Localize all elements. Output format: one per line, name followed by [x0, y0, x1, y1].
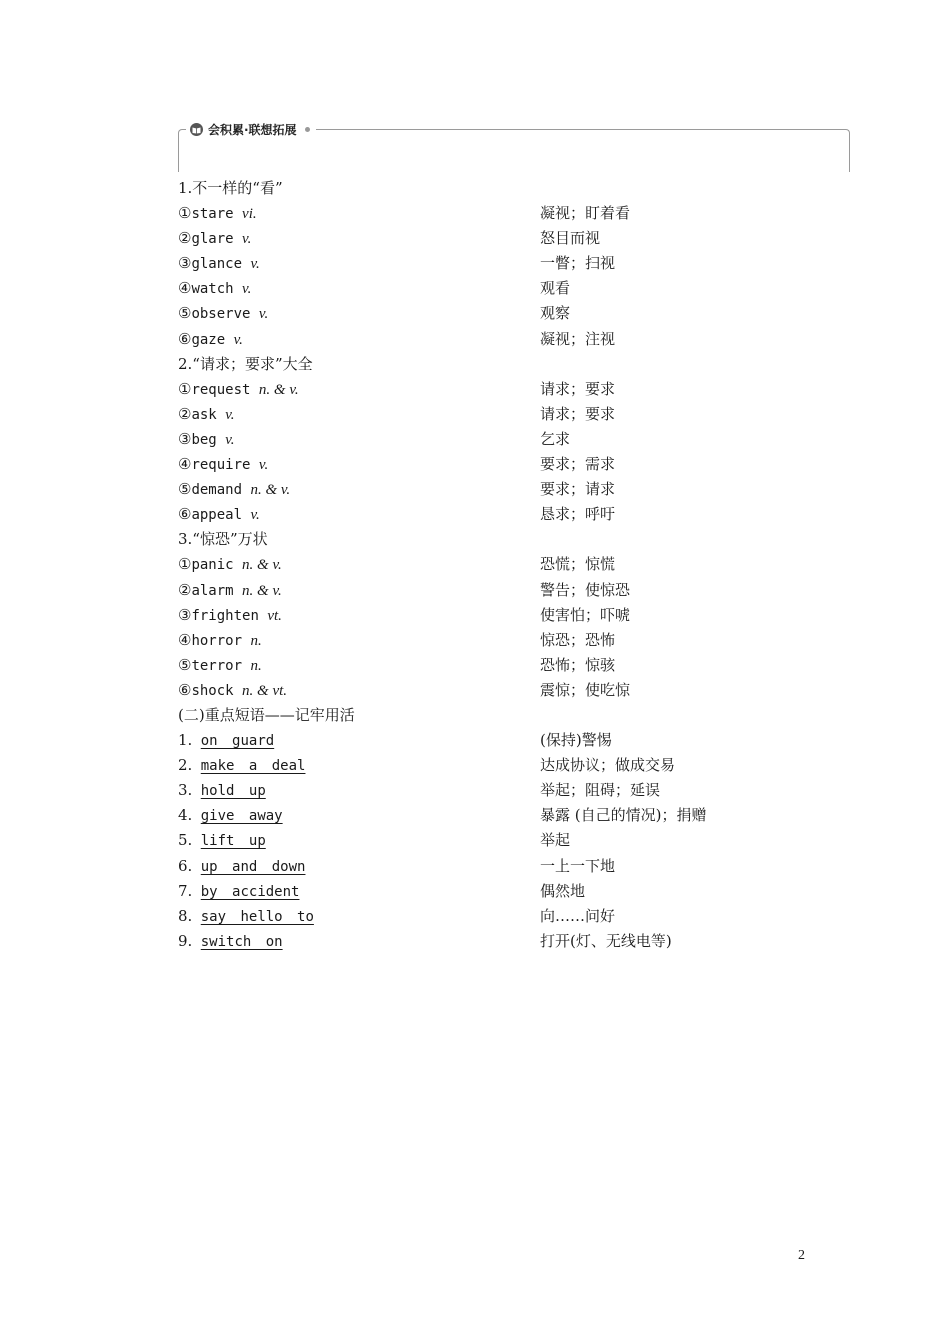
vocab-term — [178, 201, 257, 227]
phrase-number: 9. — [178, 931, 193, 950]
phrases-heading: (二)重点短语——记牢用活 — [178, 705, 355, 724]
chinese-meaning: 惊恐；恐怖 — [540, 630, 616, 649]
item-number: ⑥ — [178, 680, 192, 699]
phrase-number: 8. — [178, 906, 193, 925]
chinese-meaning: 凝视；盯着看 — [540, 204, 631, 223]
section-header — [186, 121, 316, 138]
vocab-row — [178, 301, 798, 326]
vocab-row — [178, 477, 798, 502]
vocab-row — [178, 603, 798, 628]
vocab-term — [178, 301, 268, 327]
dot-icon — [305, 127, 310, 132]
phrase-number: 1. — [178, 731, 193, 750]
chinese-meaning: 请求；要求 — [540, 379, 616, 398]
phrase-row — [178, 778, 798, 803]
phrase-number: 2. — [178, 756, 193, 775]
item-number: ④ — [178, 279, 192, 298]
section-title: 会积累·联想拓展 — [208, 123, 297, 137]
english-word: observe — [191, 306, 251, 323]
phrase-number: 3. — [178, 781, 193, 800]
english-word: shock — [191, 682, 234, 699]
phrase-row — [178, 879, 798, 904]
chinese-meaning: 恐怖；惊骇 — [540, 655, 616, 674]
vocab-row — [178, 552, 798, 577]
english-word: demand — [191, 482, 243, 499]
book-icon — [190, 123, 203, 136]
english-phrase: hold up — [200, 783, 266, 800]
vocab-row — [178, 678, 798, 703]
vocab-term — [178, 502, 260, 528]
phrase-row — [178, 854, 798, 879]
phrase-number: 5. — [178, 831, 193, 850]
english-word: gaze — [191, 331, 226, 348]
part-of-speech: v. — [242, 281, 252, 298]
item-number: ③ — [178, 429, 192, 448]
vocab-row — [178, 578, 798, 603]
chinese-meaning: 恐慌；惊慌 — [540, 555, 616, 574]
word-groups — [178, 176, 798, 703]
vocab-term — [178, 678, 287, 704]
english-word: beg — [191, 431, 217, 448]
item-number: ⑤ — [178, 480, 192, 499]
phrase-meaning: 达成协议；做成交易 — [540, 756, 676, 775]
part-of-speech: n. & v. — [242, 557, 282, 574]
english-phrase: lift up — [200, 833, 266, 850]
english-phrase: on guard — [200, 733, 275, 750]
english-word: horror — [191, 632, 243, 649]
chinese-meaning: 观看 — [540, 279, 571, 298]
chinese-meaning: 一瞥；扫视 — [540, 254, 616, 273]
vocab-term — [178, 276, 251, 302]
english-phrase: by accident — [200, 883, 300, 900]
phrase-number: 4. — [178, 806, 193, 825]
vocab-term — [178, 226, 251, 252]
english-word: ask — [191, 406, 217, 423]
phrase-meaning: 偶然地 — [540, 881, 586, 900]
group-heading — [178, 352, 798, 377]
phrase-term — [178, 828, 266, 854]
chinese-meaning: 凝视；注视 — [540, 329, 616, 348]
chinese-meaning: 观察 — [540, 304, 571, 323]
vocab-term — [178, 603, 282, 629]
vocab-row — [178, 377, 798, 402]
english-word: watch — [191, 281, 234, 298]
english-word: alarm — [191, 582, 234, 599]
vocab-row — [178, 628, 798, 653]
vocab-term — [178, 653, 262, 679]
phrase-term — [178, 803, 283, 829]
phrase-row — [178, 929, 798, 954]
vocab-term — [178, 377, 299, 403]
vocab-row — [178, 251, 798, 276]
item-number: ② — [178, 229, 192, 248]
vocab-term — [178, 452, 268, 478]
vocab-term — [178, 578, 282, 604]
phrase-row — [178, 728, 798, 753]
phrase-meaning: 暴露 (自己的情况)；捐赠 — [540, 806, 707, 825]
part-of-speech: v. — [233, 331, 243, 348]
part-of-speech: n. & v. — [250, 482, 291, 499]
item-number: ① — [178, 379, 192, 398]
group-heading — [178, 176, 798, 201]
item-number: ⑥ — [178, 505, 192, 524]
vocab-term — [178, 628, 262, 654]
chinese-meaning: 恳求；呼吁 — [540, 505, 616, 524]
vocab-row — [178, 327, 798, 352]
item-number: ④ — [178, 630, 192, 649]
part-of-speech: vt. — [267, 607, 282, 624]
chinese-meaning: 要求；请求 — [540, 480, 616, 499]
phrase-row — [178, 803, 798, 828]
item-number: ① — [178, 204, 192, 223]
vocab-term — [178, 477, 290, 503]
phrase-meaning: 打开(灯、无线电等) — [540, 931, 672, 950]
english-phrase: give away — [200, 808, 283, 825]
part-of-speech: v. — [225, 406, 235, 423]
english-phrase: up and down — [200, 858, 306, 875]
page-number: 2 — [798, 1248, 805, 1263]
english-word: stare — [191, 206, 234, 223]
part-of-speech: v. — [250, 507, 260, 524]
phrase-term — [178, 879, 299, 905]
vocab-row — [178, 427, 798, 452]
english-word: glance — [191, 256, 243, 273]
part-of-speech: n. & v. — [242, 582, 282, 599]
vocab-row — [178, 276, 798, 301]
vocab-row — [178, 452, 798, 477]
english-word: panic — [191, 557, 234, 574]
chinese-meaning: 警告；使惊恐 — [540, 580, 631, 599]
phrase-meaning: 向……问好 — [540, 906, 616, 925]
phrase-row — [178, 828, 798, 853]
item-number: ④ — [178, 455, 192, 474]
item-number: ⑤ — [178, 304, 192, 323]
vocab-term — [178, 427, 234, 453]
group-heading-text: 1.不一样的“看” — [178, 179, 283, 197]
phrase-term — [178, 854, 305, 880]
part-of-speech: v. — [258, 457, 269, 474]
item-number: ⑥ — [178, 329, 192, 348]
phrase-meaning: 举起；阻碍；延误 — [540, 781, 661, 800]
item-number: ② — [178, 404, 192, 423]
item-number: ③ — [178, 605, 192, 624]
phrase-term — [178, 728, 274, 754]
item-number: ① — [178, 555, 192, 574]
phrase-term — [178, 904, 314, 930]
phrase-row — [178, 904, 798, 929]
part-of-speech: n. — [250, 657, 262, 674]
phrase-row — [178, 753, 798, 778]
group-heading — [178, 527, 798, 552]
part-of-speech: n. & v. — [258, 381, 299, 398]
phrase-meaning: 举起 — [540, 831, 571, 850]
vocab-term — [178, 251, 260, 277]
vocab-term — [178, 552, 282, 578]
chinese-meaning: 震惊；使吃惊 — [540, 680, 631, 699]
group-heading-text: 2.“请求；要求”大全 — [178, 354, 313, 373]
chinese-meaning: 使害怕；吓唬 — [540, 605, 631, 624]
phrase-term — [178, 753, 305, 779]
chinese-meaning: 请求；要求 — [540, 404, 616, 423]
chinese-meaning: 要求；需求 — [540, 455, 616, 474]
group-heading-text: 3.“惊恐”万状 — [178, 530, 268, 549]
part-of-speech: vi. — [242, 206, 257, 223]
phrase-meaning: (保持)警惕 — [540, 731, 612, 750]
phrase-term — [178, 778, 266, 804]
part-of-speech: v. — [250, 256, 260, 273]
vocab-term — [178, 327, 243, 353]
english-word: glare — [191, 231, 234, 248]
vocab-row — [178, 226, 798, 251]
english-word: appeal — [191, 507, 243, 524]
part-of-speech: v. — [242, 231, 252, 248]
chinese-meaning: 乞求 — [540, 429, 571, 448]
item-number: ⑤ — [178, 655, 192, 674]
vocab-row — [178, 402, 798, 427]
phrase-term — [178, 929, 283, 955]
vocab-row — [178, 201, 798, 226]
phrase-number: 7. — [178, 881, 193, 900]
vocab-content — [178, 176, 798, 954]
part-of-speech: n. & vt. — [242, 682, 288, 699]
english-phrase: say hello to — [200, 908, 314, 925]
english-word: require — [191, 457, 251, 474]
english-word: request — [191, 381, 251, 398]
item-number: ② — [178, 580, 192, 599]
chinese-meaning: 怒目而视 — [540, 229, 601, 248]
english-phrase: make a deal — [200, 758, 306, 775]
vocab-row — [178, 502, 798, 527]
english-phrase: switch on — [200, 933, 283, 950]
phrase-meaning: 一上一下地 — [540, 856, 616, 875]
part-of-speech: v. — [225, 431, 235, 448]
english-word: frighten — [191, 607, 259, 624]
part-of-speech: v. — [258, 306, 269, 323]
item-number: ③ — [178, 254, 192, 273]
phrase-list — [178, 728, 798, 954]
vocab-term — [178, 402, 234, 428]
part-of-speech: n. — [250, 632, 262, 649]
english-word: terror — [191, 657, 243, 674]
phrase-number: 6. — [178, 856, 193, 875]
vocab-row — [178, 653, 798, 678]
